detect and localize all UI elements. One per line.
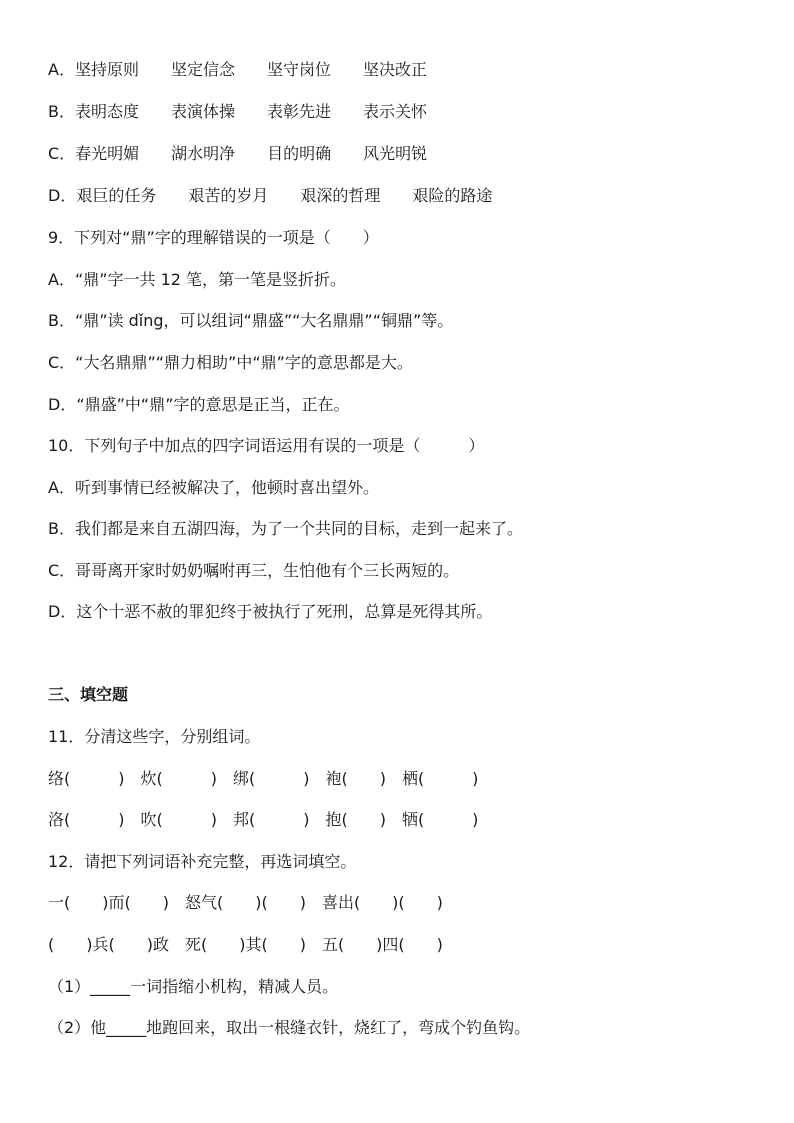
q10-option-a: A．听到事情已经被解决了，他顿时喜出望外。 — [48, 478, 379, 497]
section-heading-fill-in: 三、填空题 — [48, 685, 129, 704]
q8-option-b: B．表明态度 表演体操 表彰先进 表示关怀 — [48, 102, 427, 121]
q10-option-b: B．我们都是来自五湖四海，为了一个共同的目标，走到一起来了。 — [48, 519, 523, 538]
q11-stem: 11．分清这些字，分别组词。 — [48, 727, 261, 746]
q10-option-c: C．哥哥离开家时奶奶嘱咐再三，生怕他有个三长两短的。 — [48, 561, 460, 580]
q8-option-a: A．坚持原则 坚定信念 坚守岗位 坚决改正 — [48, 60, 427, 79]
q9-stem: 9．下列对“鼎”字的理解错误的一项是（ ） — [48, 228, 379, 247]
q9-option-d: D．“鼎盛”中“鼎”字的意思是正当，正在。 — [48, 395, 350, 414]
q10-option-d: D．这个十恶不赦的罪犯终于被执行了死刑，总算是死得其所。 — [48, 602, 493, 621]
q11-row-1: 络( ) 炊( ) 绑( ) 袍( ) 栖( ) — [48, 769, 479, 788]
q12-row-1: 一( )而( ) 怒气( )( ) 喜出( )( ) — [48, 893, 443, 912]
q12-subquestion-1: （1）_____一词指缩小机构，精减人员。 — [48, 977, 339, 996]
q12-row-2: ( )兵( )政 死( )其( ) 五( )四( ) — [48, 935, 443, 954]
q8-option-d: D．艰巨的任务 艰苦的岁月 艰深的哲理 艰险的路途 — [48, 186, 493, 205]
q8-option-c: C．春光明媚 湖水明净 目的明确 风光明锐 — [48, 144, 428, 163]
q9-option-b: B．“鼎”读 dǐng，可以组词“鼎盛”“大名鼎鼎”“铜鼎”等。 — [48, 311, 454, 330]
q12-stem: 12．请把下列词语补充完整，再选词填空。 — [48, 852, 357, 871]
q10-stem: 10．下列句子中加点的四字词语运用有误的一项是（ ） — [48, 436, 485, 455]
q9-option-c: C．“大名鼎鼎”“鼎力相助”中“鼎”字的意思都是大。 — [48, 353, 413, 372]
q9-option-a: A．“鼎”字一共 12 笔，第一笔是竖折折。 — [48, 270, 347, 289]
q11-row-2: 洛( ) 吹( ) 邦( ) 抱( ) 牺( ) — [48, 810, 479, 829]
q12-subquestion-2: （2）他_____地跑回来，取出一根缝衣针，烧红了，弯成个钓鱼钩。 — [48, 1018, 531, 1037]
